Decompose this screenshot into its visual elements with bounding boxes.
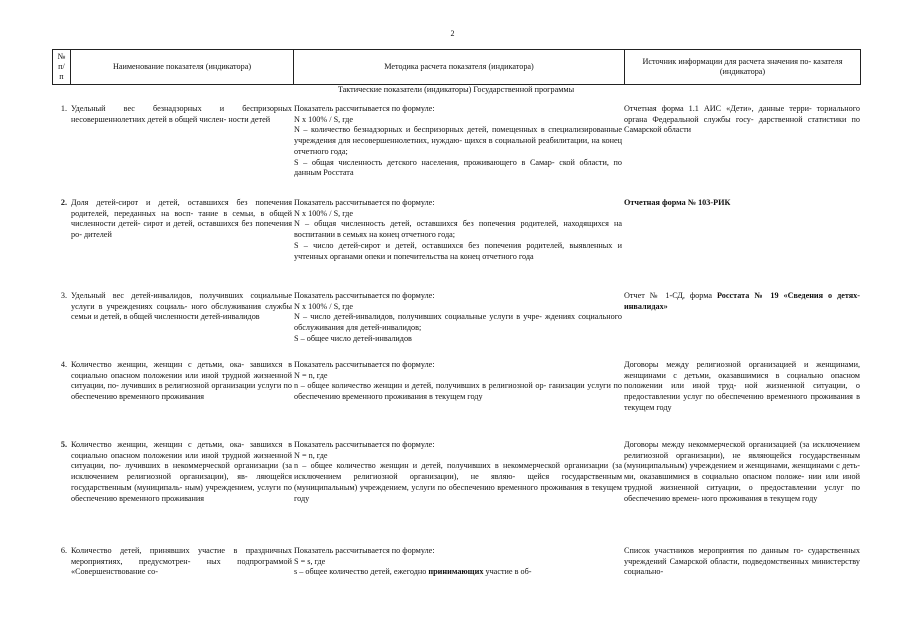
indicator-name: Удельный вес детей-инвалидов, получивших социальные услуги в учреждениях социаль- ного обслуживания службы семьи и детей, в общей численности детей-инвалидов [71,291,292,322]
indicator-name: Удельный вес безнадзорных и беспризорных несовершеннолетних детей в общей числен- ности детей [71,104,292,124]
method [294,440,622,504]
header-num: № п/п [53,50,71,85]
header-source: Источник информации для расчета значения по- казателя (индикатора) [625,50,861,85]
header-name: Наименование показателя (индикатора) [71,50,294,85]
method-n: N – количество безнадзорных и беспризорных детей, помещенных в специализированные учреждения для несовершеннолетних, нуждаю- щихся в социальной реабилитации, на конец отчетного года; [294,125,622,156]
method-s: S – число детей-сирот и детей, оставшихся без попечения родителей, выявленных и учтенных органами опеки и попечительства на конец отчетного года [294,240,622,261]
source-bold: Росстата № 19 «Сведения о детях-инвалидах» [624,291,861,311]
row-number: 3. [60,291,67,300]
source: Договоры между религиозной организацией и женщинами, женщинами с детьми, оказавшимися в социально опасном положении или иной труд- ной жизненной ситуации, о предоставлении услуг по обеспечению временного проживания в текущем году [624,360,860,412]
table-header [52,49,861,85]
method-s-c: участие в об- [483,567,532,577]
method-intro: Показатель рассчитывается по формуле: [294,291,435,300]
indicator-name: Доля детей-сирот и детей, оставшихся без попечения родителей, переданных на восп- тание в семьи, в общей численности детей- сирот и детей, оставшихся без попечения ро- дителей [71,198,292,240]
method-n: N – число детей-инвалидов, получивших социальные услуги в учре- ждениях социального обслуживания для детей-инвалидов; [294,312,622,333]
header-method: Методика расчета показателя (индикатора) [294,50,625,85]
method-n: n – общее количество женщин и детей, получивших в некоммерческой организации (за исключением религиозной организации), не являю- щейся государственным (муниципальным) учреждением, услуги по обеспечению временного проживания в текущем году [294,461,622,503]
method-s: S – общее число детей-инвалидов [294,333,412,343]
method-formula: S = s, где [294,556,326,566]
source-plain: Отчет № 1-СД, форма [624,291,717,300]
method-formula: N = n, где [294,450,328,460]
row-number: 4. [60,360,67,369]
source [624,198,860,209]
method [294,198,622,262]
page-number: 2 [450,29,455,38]
row-number: 6. [60,546,67,555]
method-intro: Показатель рассчитывается по формуле: [294,360,435,369]
indicator-name: Количество женщин, женщин с детьми, ока- завшихся в социально опасном положении или иной трудной жизненной ситуации, по- лучивших в религиозной организации услуги по обеспечению временного проживания [71,360,292,402]
method-s-bold: принимающих [428,567,484,577]
method-n: n – общее количество женщин и детей, получивших в религиозной ор- ганизации услуги по обеспечению временного проживания в текущем году [294,381,622,402]
method-s: S – общая численность детского населения, проживающего в Самар- ской области, по данным Росстата [294,157,622,178]
method-formula: N х 100% / S, где [294,208,353,218]
row-number: 5. [60,440,67,449]
method [294,291,622,345]
row-number: 2. [60,198,67,207]
method [294,546,622,578]
row-number: 1. [60,104,67,113]
method-n: N – общая численность детей, оставшихся без попечения родителей, находящихся на воспитании в семьях на конец отчетного года; [294,219,622,240]
method-intro: Показатель рассчитывается по формуле: [294,198,435,207]
source: Отчетная форма 1.1 АИС «Дети», данные терри- ториального органа Федеральной службы госу- дарственной статистики по Самарской области [624,104,860,135]
indicator-name: Количество женщин, женщин с детьми, ока- завшихся в социально опасном положении или иной трудной жизненной ситуации, по- лучивших в некоммерческой организации (за исключением религиозной организации), яв- ляющейся государственным (муниципаль- ным) учреждением, услуги по обеспечению временного проживания [71,440,292,503]
method-intro: Показатель рассчитывается по формуле: [294,546,435,555]
method-formula: N х 100% / S, где [294,301,353,311]
section-title: Тактические показатели (индикаторы) Государственной программы [337,85,575,94]
method [294,104,622,179]
source: Договоры между некоммерческой организацией (за исключением религиозной организации), не являющейся государственным (муниципальным) учреждением и женщинами, женщинами с деть- ми, оказавшимися в социально опасном положе- нии или иной трудной жизненной ситуации, о предоставлении услуг по обеспечению времен- ного проживания в текущем году [624,440,860,503]
indicator-name: Количество детей, принявших участие в праздничных мероприятиях, предусмотрен- ных подпрограммой «Совершенствование со- [71,546,292,577]
source [624,291,860,312]
method-intro: Показатель рассчитывается по формуле: [294,440,435,449]
method-formula: N х 100% / S, где [294,114,353,124]
method-s [294,567,622,578]
method-formula: N = n, где [294,370,328,380]
method-s-a: s – общее количество детей, ежегодно [294,567,429,577]
source-bold: Отчетная форма № 103-РИК [624,198,731,207]
source: Список участников мероприятия по данным го- сударственных учреждений Самарской области, подведомственных министерству социально- [624,546,860,577]
method [294,360,622,403]
method-intro: Показатель рассчитывается по формуле: [294,104,435,113]
